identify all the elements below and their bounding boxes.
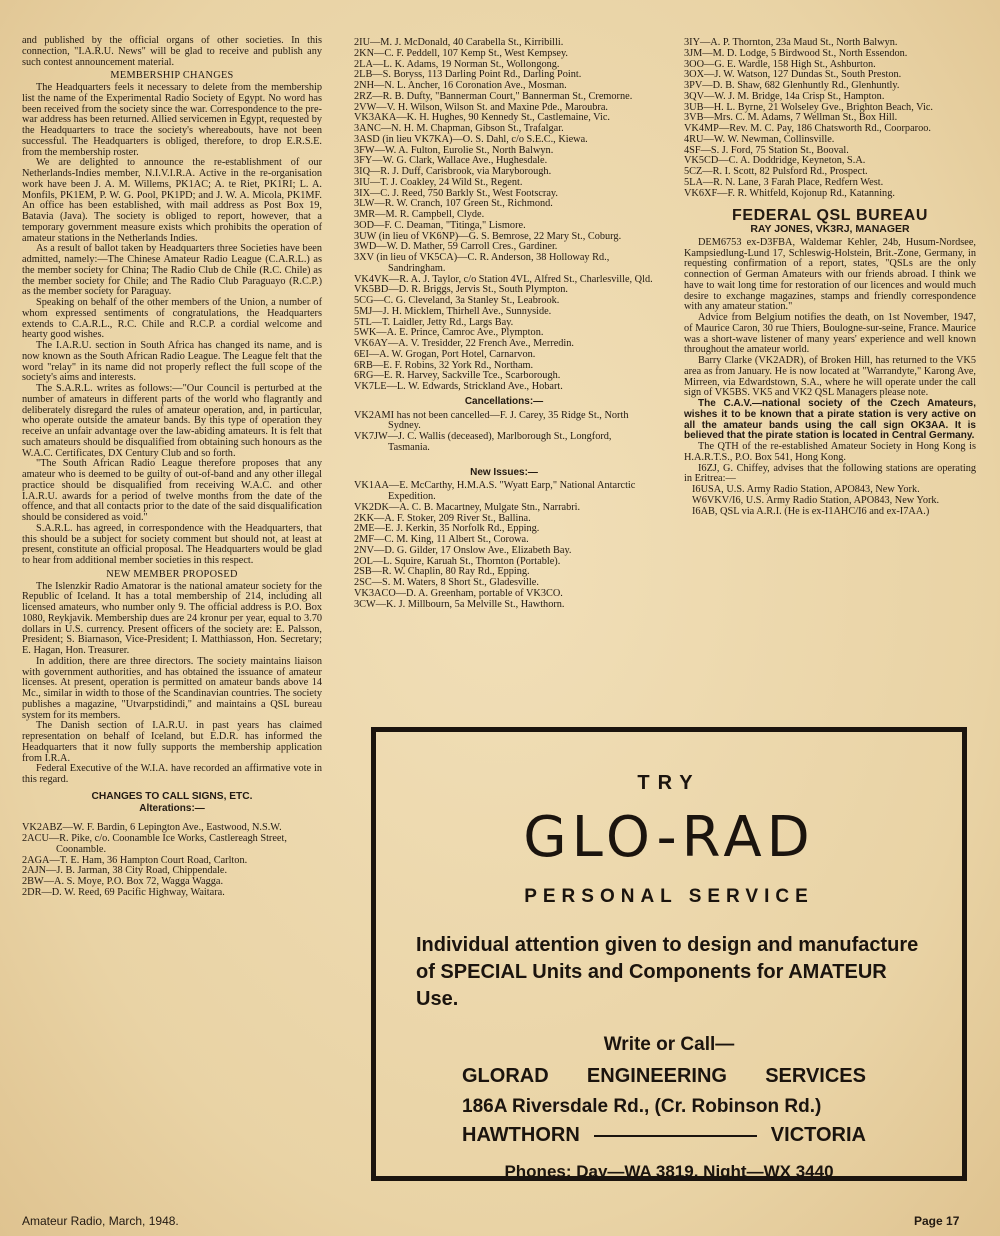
new-member-paragraph: In addition, there are three directors. The society maintains liaison with government authorities, and has obtained the issuance of amateur licenses. At present, operation is permitted on amateur bands above 14 Mc., similar in width to those of the Scandinavian countries. The society publishes a magazine, "Utvarpstidindi," and maintains a QSL bureau system for its members. (22, 655, 322, 721)
call-sign-entry: VK6XF—F. R. Whitfeld, Kojonup Rd., Katanning. (684, 187, 895, 199)
call-sign-entry: 2SC—S. M. Waters, 8 Short St., Gladesville. (354, 577, 539, 588)
call-sign-entry: 3QV—W. J. M. Bridge, 14a Crisp St., Hampton. (684, 90, 885, 102)
call-sign-entry: 2MF—C. M. King, 11 Albert St., Corowa. (354, 534, 529, 545)
call-sign-entry: 3IQ—R. J. Duff, Carisbrook, via Maryborough. (354, 166, 552, 177)
new-issues-heading: New Issues:— (470, 466, 538, 478)
membership-paragraph: The I.A.R.U. section in South Africa has changed its name, and is now known as the South African Radio League. The League felt that the word "relay" in its name did not properly reflect the full scope of the society's aims and interests. (22, 340, 322, 384)
call-sign-entry: 3OD—F. C. Deaman, "Titinga," Lismore. (354, 219, 526, 231)
ad-try: TRY (637, 772, 701, 794)
call-sign-entry: 2LA—L. K. Adams, 19 Norman St., Wollongong. (354, 58, 560, 70)
ad-address: 186A Riversdale Rd., (Cr. Robinson Rd.) (462, 1096, 822, 1117)
membership-paragraph: We are delighted to announce the re-establishment of our Netherlands-Indies member, N.I.V.I.R.A. Active in the re-organisation work have been J. A. M. Willems, PK1AC; A. te Riet, PK1RI; L. A. Monfils, PK1EM, P. W. G. Pool, PK1PD; and J. W. A. Micola, PK1MF. An office has been established, with mail address as Post Box 19, Batavia (Java). The society is obliged to report, however, that a temporary government measure exists which prohibits the operation of amateur stations in the Netherlands Indies. (22, 157, 322, 244)
footer-publication: Amateur Radio, March, 1948. (22, 1214, 179, 1228)
ad-phones: Phones: Day—WA 3819. Night—WX 3440 (504, 1162, 834, 1181)
call-sign-entry: 2AGA—T. E. Ham, 36 Hampton Court Road, Carlton. (22, 854, 248, 866)
call-sign-entry: 2ME—E. J. Kerkin, 35 Norfolk Rd., Epping. (354, 523, 540, 535)
call-sign-entry: 3MR—M. R. Campbell, Clyde. (354, 209, 485, 220)
call-sign-entry: 3IY—A. P. Thornton, 23a Maud St., North Balwyn. (684, 37, 898, 48)
call-sign-entry: 3WD—W. D. Mather, 59 Carroll Cres., Gardiner. (354, 241, 558, 253)
call-sign-entry: 4SF—S. J. Ford, 75 Station St., Booval. (684, 144, 849, 156)
bureau-paragraph: Barry Clarke (VK2ADR), of Broken Hill, has returned to the VK5 area as from January. He is now located at "Warrandyte," Karong Ave, Mirreen, via Edwardstown, S.A., where he will operate under the call sign of VK5BS. VK5 and VK2 QSL Managers please note. (684, 355, 976, 399)
call-sign-entry: 3OO—G. E. Wardle, 158 High St., Ashburton. (684, 58, 876, 70)
call-sign-entry: 2KK—A. F. Stoker, 209 River St., Ballina. (354, 512, 531, 524)
call-sign-entry: 6EI—A. W. Grogan, Port Hotel, Carnarvon. (354, 348, 536, 360)
call-sign-entry: 4RU—W. W. Newman, Collinsville. (684, 133, 835, 145)
call-sign-entry: 6RB—E. F. Robins, 32 York Rd., Northam. (354, 359, 534, 371)
cancellations-heading: Cancellations:— (464, 395, 544, 407)
call-sign-entry: VK3AKA—K. H. Hughes, 90 Kennedy St., Castlemaine, Vic. (354, 112, 611, 124)
call-sign-entry: 3UB—H. L. Byrne, 21 Wolseley Gve., Brighton Beach, Vic. (684, 101, 933, 113)
ad-company-word: ENGINEERING (586, 1065, 727, 1087)
bureau-paragraph: The QTH of the re-established Amateur Society in Hong Kong is H.A.R.T.S., P.O. Box 541, Hong Kong. (684, 441, 976, 463)
call-sign-entry: VK4MP—Rev. M. C. Pay, 186 Chatsworth Rd., Coorparoo. (684, 123, 931, 134)
call-sign-entry: 3ANC—N. H. M. Chapman, Gibson St., Trafalgar. (354, 123, 564, 134)
call-sign-entry: 3UW (in lieu of VK6NP)—G. S. Bemrose, 22 Mary St., Coburg. (354, 230, 622, 242)
glorad-advertisement (371, 727, 967, 1181)
call-sign-entry: 3CW—K. J. Millbourn, 5a Melville St., Hawthorn. (354, 598, 565, 610)
call-sign-entry: 2LB—S. Boryss, 113 Darling Point Rd., Darling Point. (354, 69, 582, 81)
call-sign-entry: 5CG—C. G. Cleveland, 3a Stanley St., Leabrook. (354, 295, 560, 306)
ad-write: Write or Call— (603, 1034, 735, 1055)
call-sign-entry: 3ASD (in lieu VK7KA)—O. S. Dahl, c/o S.E.C., Kiewa. (354, 133, 588, 145)
call-sign-entry: 3PV—D. B. Shaw, 682 Glenhuntly Rd., Glenhuntly. (684, 80, 900, 91)
bureau-manager: RAY JONES, VK3RJ, MANAGER (750, 223, 910, 235)
ad-suburb: HAWTHORN (462, 1124, 580, 1146)
call-sign-entry: 3FW—W. A. Fulton, Eurolie St., North Balwyn. (354, 144, 554, 156)
call-sign-list (684, 38, 976, 199)
ad-company-word: SERVICES (765, 1065, 866, 1087)
column-left (22, 36, 322, 899)
eritrea-station: I6USA, U.S. Army Radio Station, APO843, New York. (692, 484, 920, 495)
call-sign-entry: 2OL—L. Squire, Karuah St., Thornton (Portable). (354, 555, 561, 567)
call-sign-entry: 2BW—A. S. Moye, P.O. Box 72, Wagga Wagga. (22, 876, 224, 887)
new-member-paragraph: The Islenzkir Radio Amatorar is the national amateur society for the Republic of Iceland. It has a total membership of 214, including all licensed amateurs, who number only 9. The official address is P.O. Box 1080, Reykjavik. Membership dues are 24 kronur per year, equal to 3.70 dollars in U.S. currency. Present officers of the society are: E. Palsson, President; S. Biarnason, Vice-President; I. Matthiasson, Hon. Secretary; E. Hagan, Hon. Treasurer. (22, 580, 322, 656)
membership-heading: MEMBERSHIP CHANGES (110, 70, 234, 82)
membership-paragraph: As a result of ballot taken by Headquarters three Societies have been admitted, namely:—The Chinese Amateur Radio League (C.A.R.L.) as the member society for China; The Radio Club de Chile (R.C. Chile) as the member society for Chile; and The Radio Club Paraguayo (R.C.P.) as the member society for Paraguay. (22, 243, 322, 298)
call-sign-entry: 3FY—W. G. Clark, Wallace Ave., Hughesdale. (354, 155, 548, 167)
membership-paragraph: The Headquarters feels it necessary to delete from the membership list the name of the Experimental Radio Society of Egypt. No word has been received from the society since the war. Correspondence to the pre-war address has been returned. Allied servicemen in Egypt, requested by the Headquarters to trace the society's whereabouts, have not been successful. The Headquarters is obliged, therefore, to drop E.R.S.E. from the membership roster. (22, 82, 322, 158)
ad-company-word: GLORAD (462, 1065, 549, 1087)
call-sign-entry: 2NV—D. G. Gilder, 17 Onslow Ave., Elizabeth Bay. (354, 544, 572, 556)
bureau-paragraph: The C.A.V.—national society of the Czech Amateurs, wishes it to be known that a pirate station is very active on all the amateur bands using the call sign OK3AA. It is believed that the pirate station is located in Central Germany. (684, 398, 976, 442)
call-sign-entry: 2VW—V. H. Wilson, Wilson St. and Maxine Pde., Maroubra. (354, 101, 609, 113)
call-sign-entry: 2AJN—J. B. Jarman, 38 City Road, Chippendale. (22, 865, 228, 877)
call-sign-entry: 3OX—J. W. Watson, 127 Dundas St., South Preston. (684, 69, 902, 81)
call-sign-entry: 3IX—C. J. Reed, 750 Barkly St., West Footscray. (354, 187, 558, 199)
call-sign-entry: VK4VK—R. A. J. Taylor, c/o Station 4VL, Alfred St., Charlesville, Qld. (354, 273, 653, 285)
call-sign-entry: VK5CD—C. A. Doddridge, Keyneton, S.A. (684, 155, 866, 167)
call-sign-entry: VK6AY—A. V. Tresidder, 22 French Ave., Merredin. (354, 338, 575, 349)
call-sign-entry: 3LW—R. W. Cranch, 107 Green St., Richmond. (354, 198, 553, 210)
ad-brand: GLO-RAD (523, 805, 815, 870)
new-member-heading: NEW MEMBER PROPOSED (106, 568, 238, 580)
call-sign-entry: 3XV (in lieu of VK5CA)—C. R. Anderson, 38 Holloway Rd., Sandringham. (354, 252, 610, 274)
membership-paragraph: "The South African Radio League therefore proposes that any amateur who is deemed to be guilty of out-of-band and any other illegal practice should be disqualified from receiving W.A.C. and other I.A.R.U. awards for a period of twelve months from the date of the offence, and that all contacts prior to the date of the said disqualification should be considered as void." (22, 458, 322, 523)
call-sign-entry: 5TL—T. Laidler, Jetty Rd., Largs Bay. (354, 316, 514, 328)
call-sign-entry: 2ACU—R. Pike, c/o. Coonamble Ice Works, Castlereagh Street, Coonamble. (22, 833, 287, 855)
call-sign-entry: VK2AMI has not been cancelled—F. J. Carey, 35 Ridge St., North Sydney. (354, 409, 629, 432)
column-middle (354, 38, 654, 610)
call-sign-entry: 5CZ—R. I. Scott, 82 Pulsford Rd., Prospect. (684, 166, 868, 177)
eritrea-station: I6AB, QSL via A.R.I. (He is ex-I1AHC/I6 and ex-I7AA.) (692, 505, 930, 517)
bureau-title: FEDERAL QSL BUREAU (731, 207, 928, 225)
call-sign-entry: 2DR—D. W. Reed, 69 Pacific Highway, Waitara. (22, 886, 225, 898)
ad-state: VICTORIA (770, 1124, 866, 1146)
call-sign-entry: VK2DK—A. C. B. Macartney, Mulgate Stn., Narrabri. (354, 501, 581, 513)
call-sign-entry: 3JM—M. D. Lodge, 5 Birdwood St., North Essendon. (684, 47, 908, 59)
call-sign-entry: VK1AA—E. McCarthy, H.M.A.S. "Wyatt Earp," National Antarctic Expedition. (354, 480, 636, 502)
bureau-paragraph: I6ZJ, G. Chiffey, advises that the following stations are operating in Eritrea:— (684, 462, 976, 485)
intro-paragraph: and published by the official organs of other societies. In this connection, "I.A.R.U. News" will be glad to receive and publish any such contest announcement material. (22, 35, 322, 68)
call-sign-entry: VK7LE—L. W. Edwards, Strickland Ave., Hobart. (354, 381, 563, 392)
call-sign-entry: 2NH—N. L. Ancher, 16 Coronation Ave., Mosman. (354, 80, 567, 91)
call-sign-entry: 6RG—E. R. Harvey, Sackville Tce., Scarborough. (354, 370, 561, 382)
changes-heading: CHANGES TO CALL SIGNS, ETC. (91, 790, 253, 802)
column-right (684, 38, 976, 517)
call-sign-entry: 2RZ—R. B. Dufty, "Bannerman Court," Bannerman St., Cremorne. (354, 90, 633, 102)
footer-page-number: Page 17 (914, 1214, 960, 1228)
call-sign-entry: 2IU—M. J. McDonald, 40 Carabella St., Kirribilli. (354, 37, 564, 48)
ad-city (462, 1124, 866, 1147)
membership-paragraph: Speaking on behalf of the other members of the Union, a number of whom expressed sentiments of congratulations, the Headquarters extends to C.A.R.L., R.C. Chile and R.C.P. a cordial welcome and hearty good wishes. (22, 297, 322, 341)
call-sign-entry: VK7JW—J. C. Wallis (deceased), Marlborough St., Longford, Tasmania. (354, 431, 612, 453)
ad-service: PERSONAL SERVICE (524, 886, 814, 907)
new-member-paragraph: Federal Executive of the W.I.A. have recorded an affirmative vote in this regard. (22, 763, 322, 785)
call-sign-entry: VK2ABZ—W. F. Bardin, 6 Lepington Ave., Eastwood, N.S.W. (22, 822, 282, 834)
call-sign-entry: 5MJ—J. H. Micklem, Thirhell Ave., Sunnyside. (354, 305, 552, 317)
call-sign-entry: VK5BD—D. R. Briggs, Jervis St., South Plympton. (354, 284, 568, 296)
bureau-paragraph: Advice from Belgium notifies the death, on 1st November, 1947, of Maurice Caron, 30 rue Thiers, Boulogne-sur-seine, France. Maurice was a short-wave listener of many years' experience and well known throughout the amateur world. (684, 312, 976, 356)
call-sign-entry: 3IU—T. J. Coakley, 24 Wild St., Regent. (354, 176, 523, 188)
ad-company (462, 1065, 866, 1088)
membership-paragraph: The S.A.R.L. writes as follows:—"Our Council is perturbed at the number of amateurs in different parts of the world who flagrantly and deliberately disregard the rules of amateur operation, and, in particular, who operate outside the amateur bands. By this type of operation they receive an unfair advantage over the law-abiding amateurs. It is felt that such amateurs should be disqualified from obtaining such honours as the W.A.C. Certificates, DX Century Club and so forth. (22, 383, 322, 459)
bureau-paragraph: DEM6753 ex-D3FBA, Waldemar Kehler, 24b, Husum-Nordsee, Kampsiedlung-Lund 17, Schleswig-Holstein, Brit.-Zone, Germany, in requesting confirmation of a report, states, "QSLs are the only connection of German Amateurs with our friends abroad. I think we have to wait long time for restoration of our licences and would much desire to exchange magazines, stamps and friendly correspondence with any amateur station." (684, 236, 976, 313)
call-sign-entry: 5LA—R. N. Lane, 3 Farah Place, Redfern West. (684, 176, 884, 188)
call-sign-entry: 2KN—C. F. Peddell, 107 Kemp St., West Kempsey. (354, 47, 569, 59)
call-sign-entry: 5WK—A. E. Prince, Camroc Ave., Plympton. (354, 327, 544, 339)
eritrea-station: W6VKV/I6, U.S. Army Radio Station, APO843, New York. (692, 494, 940, 506)
membership-paragraph: S.A.R.L. has agreed, in correspondence with the Headquarters, that this should be a subject for society comment but should not, at least at present, constitute an official proposal. The Headquarters would be glad to hear from additional member societies in this respect. (22, 522, 322, 566)
call-sign-entry: VK3ACO—D. A. Greenham, portable of VK3CO. (354, 587, 563, 599)
new-member-paragraph: The Danish section of I.A.R.U. in past years has claimed representation on behalf of Iceland, but E.D.R. has informed the Headquarters that it now fully supports the membership application from I.R.A. (22, 720, 322, 764)
call-sign-entry: 2SB—R. W. Chaplin, 80 Ray Rd., Epping. (354, 566, 530, 578)
call-sign-list (354, 481, 654, 610)
call-sign-entry: 3VB—Mrs. C. M. Adams, 7 Wellman St., Box Hill. (684, 112, 898, 124)
ad-divider (594, 1135, 757, 1137)
ad-body: Individual attention given to design and manufacture of SPECIAL Units and Components for AMATEUR Use. (416, 934, 919, 1010)
call-sign-list (354, 38, 654, 393)
alterations-heading: Alterations:— (139, 802, 205, 814)
